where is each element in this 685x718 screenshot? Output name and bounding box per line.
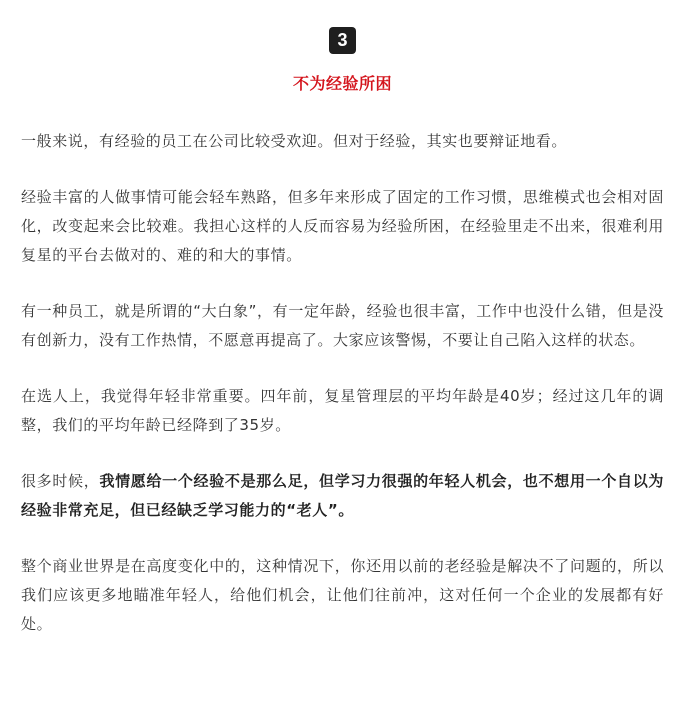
article-body [21,127,664,639]
section-number-badge: 3 [329,27,356,54]
paragraph-5-emphasis: 我情愿给一个经验不是那么足，但学习力很强的年轻人机会，也不想用一个自以为经验非常充足，但已经缺乏学习能力的“老人”。 [21,472,664,519]
section-title: 不为经验所困 [292,74,392,93]
paragraph-2: 经验丰富的人做事情可能会轻车熟路，但多年来形成了固定的工作习惯，思维模式也会相对固化，改变起来会比较难。我担心这样的人反而容易为经验所困，在经验里走不出来，很难利用复星的平台去做对的、难的和大的事情。 [21,188,664,264]
paragraph-1: 一般来说，有经验的员工在公司比较受欢迎。但对于经验，其实也要辩证地看。 [21,132,568,150]
paragraph-3: 有一种员工，就是所谓的“大白象”，有一定年龄，经验也很丰富，工作中也没什么错，但是没有创新力，没有工作热情，不愿意再提高了。大家应该警惕，不要让自己陷入这样的状态。 [21,302,664,349]
paragraph-5-intro: 很多时候， [21,472,100,490]
paragraph-5 [21,467,664,525]
section-number-wrap [21,27,664,55]
paragraph-6: 整个商业世界是在高度变化中的，这种情况下，你还用以前的老经验是解决不了问题的，所以我们应该更多地瞄准年轻人，给他们机会，让他们往前冲，这对任何一个企业的发展都有好处。 [21,557,664,633]
paragraph-4: 在选人上，我觉得年轻非常重要。四年前，复星管理层的平均年龄是40岁；经过这几年的调整，我们的平均年龄已经降到了35岁。 [21,387,664,434]
